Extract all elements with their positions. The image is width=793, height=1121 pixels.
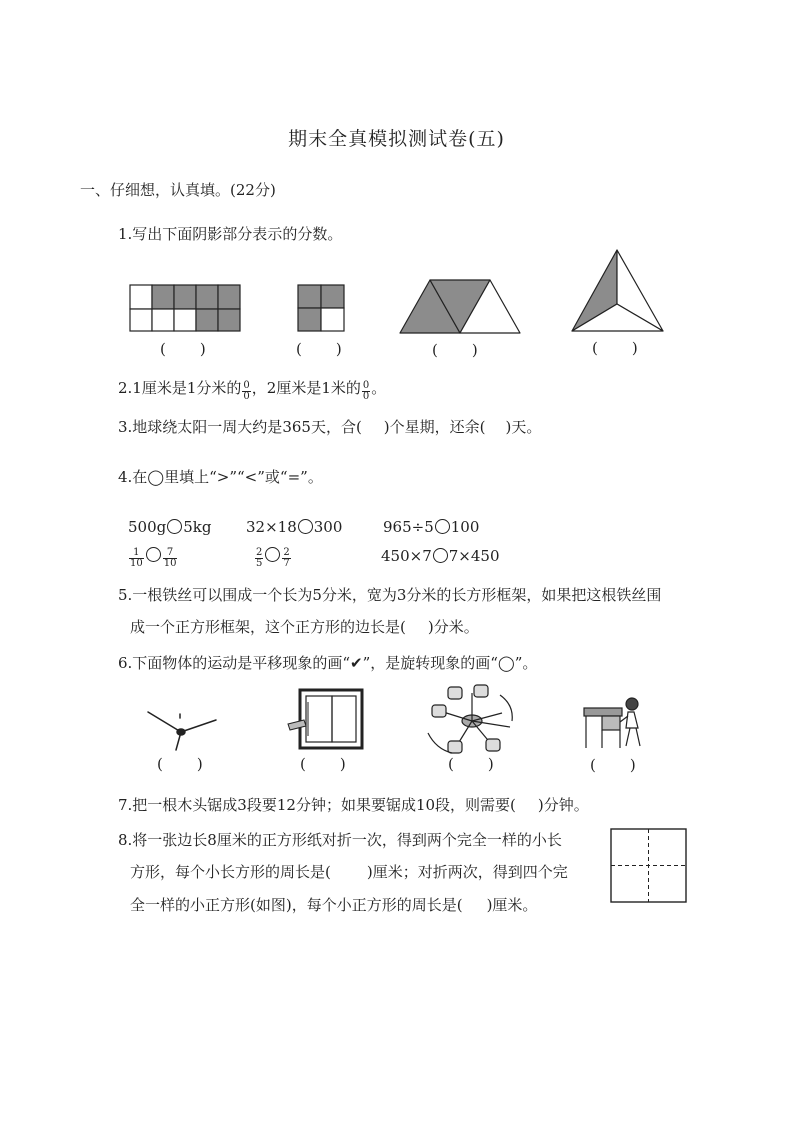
ceiling-fan-icon [146,710,218,752]
q6-part3: ”。 [514,654,538,672]
q1-answer-blank-2[interactable] [296,340,342,358]
q6-answer-blank-3[interactable] [448,755,494,773]
frac-numerator: 2 [283,547,290,558]
paren-close: ) [487,755,494,773]
q6-part1: 6.下面物体的运动是平移现象的画“ [118,654,350,672]
question-8-line2 [130,862,568,882]
q3-part2: )个星期，还余( [383,418,486,436]
q6-answer-blank-2[interactable] [300,755,346,773]
frac-denominator: 0 [362,391,370,402]
compare-circle[interactable] [265,547,280,562]
q1-answer-blank-3[interactable] [432,341,478,359]
frac-numerator: 2 [256,547,263,558]
q7-part1: 7.把一根木头锯成3段要12分钟；如果要锯成10段，则需要( [118,796,516,814]
q8-part2: )厘米；对折两次，得到四个完 [366,863,568,881]
q4-right: 5kg [183,518,212,536]
q4-item-2 [246,517,342,537]
q2-fraction-1 [242,381,250,402]
q4-left: 965÷5 [383,518,434,536]
q4-left: 500g [128,518,167,536]
q8-part4: )厘米。 [486,896,538,914]
fraction [163,548,178,569]
q6-answer-blank-1[interactable] [157,755,203,773]
compare-circle[interactable] [433,548,448,563]
paren-open: ( [300,755,306,773]
q4-item-3 [383,517,479,537]
q1-figure-square-grid [298,285,346,333]
paren-close: ) [335,340,342,358]
q1-answer-blank-1[interactable] [160,340,206,358]
question-8-line3 [130,895,537,915]
frac-denominator: 10 [130,558,143,569]
question-7 [118,795,589,815]
question-2 [118,378,386,402]
q4-right: 100 [450,518,480,536]
fraction [129,548,144,569]
check-mark-icon: ✔ [349,654,363,672]
q4-item-5 [254,545,292,569]
paren-open: ( [592,339,598,357]
circle-icon: ◯ [497,654,515,672]
q1-answer-blank-4[interactable] [592,339,638,357]
paren-close: ) [196,755,203,773]
q1-figure-trapezoid [398,278,522,336]
q5-part1: 成一个正方形框架，这个正方形的边长是( [130,618,406,636]
q2-fraction-2 [362,381,370,402]
paren-close: ) [631,339,638,357]
q3-part3: )天。 [505,418,542,436]
q4-item-1 [128,517,211,537]
q4-left: 32×18 [246,518,297,536]
compare-circle[interactable] [298,519,313,534]
paren-close: ) [629,756,636,774]
q8-part3: 全一样的小正方形(如图)，每个小正方形的周长是( [130,896,463,914]
question-3 [118,417,541,437]
q1-figure-triangle [570,248,666,334]
question-5-line1: 5.一根铁丝可以围成一个长为5分米，宽为3分米的长方形框架，如果把这根铁丝围 [118,586,662,604]
paren-open: ( [157,755,163,773]
q2-part3: 。 [371,379,387,397]
q8-folded-square-figure [610,828,688,904]
question-6 [118,653,537,673]
paren-open: ( [448,755,454,773]
page-title: 期末全真模拟测试卷(五) [288,128,505,150]
q8-part1: 方形，每个小长方形的周长是( [130,863,331,881]
frac-denominator: 7 [283,558,290,569]
paren-open: ( [590,756,596,774]
q4-left: 450×7 [381,547,432,565]
fraction [282,548,290,569]
q6-answer-blank-4[interactable] [590,756,636,774]
q7-part2: )分钟。 [537,796,589,814]
frac-denominator: 10 [163,558,177,569]
paren-close: ) [339,755,346,773]
question-8-line1: 8.将一张边长8厘米的正方形纸对折一次，得到两个完全一样的小长 [118,831,562,849]
paren-close: ) [199,340,206,358]
q3-part1: 3.地球绕太阳一周大约是365天，合( [118,418,362,436]
paren-open: ( [296,340,302,358]
rotating-ride-icon [426,683,518,755]
q4-right: 300 [313,518,343,536]
paren-close: ) [471,341,478,359]
fraction [255,548,263,569]
frac-numerator: 0 [243,380,250,391]
q6-part2: ”，是旋转现象的画“ [362,654,498,672]
q5-part2: )分米。 [427,618,479,636]
q4-item-6 [381,546,500,566]
question-5-line2 [130,617,479,637]
q4-item-4 [128,545,178,569]
paren-open: ( [432,341,438,359]
frac-numerator: 0 [362,380,370,391]
frac-numerator: 7 [163,548,178,559]
question-4-intro: 4.在◯里填上“>”“<”或“=”。 [118,468,323,486]
q4-right: 7×450 [448,547,500,565]
frac-denominator: 5 [256,558,263,569]
sliding-window-icon [288,688,364,750]
desk-drawer-icon [580,692,648,750]
q1-figure-rect-grid [130,285,242,333]
question-1-text: 1.写出下面阴影部分表示的分数。 [118,225,343,243]
paren-open: ( [160,340,166,358]
compare-circle[interactable] [435,519,450,534]
compare-circle[interactable] [146,547,161,562]
section-heading: 一、仔细想，认真填。(22分) [80,181,276,199]
q2-part1: 2.1厘米是1分米的 [118,379,242,397]
frac-numerator: 1 [129,548,144,559]
frac-denominator: 0 [243,391,250,402]
compare-circle[interactable] [167,519,182,534]
q2-part2: ，2厘米是1米的 [251,379,361,397]
